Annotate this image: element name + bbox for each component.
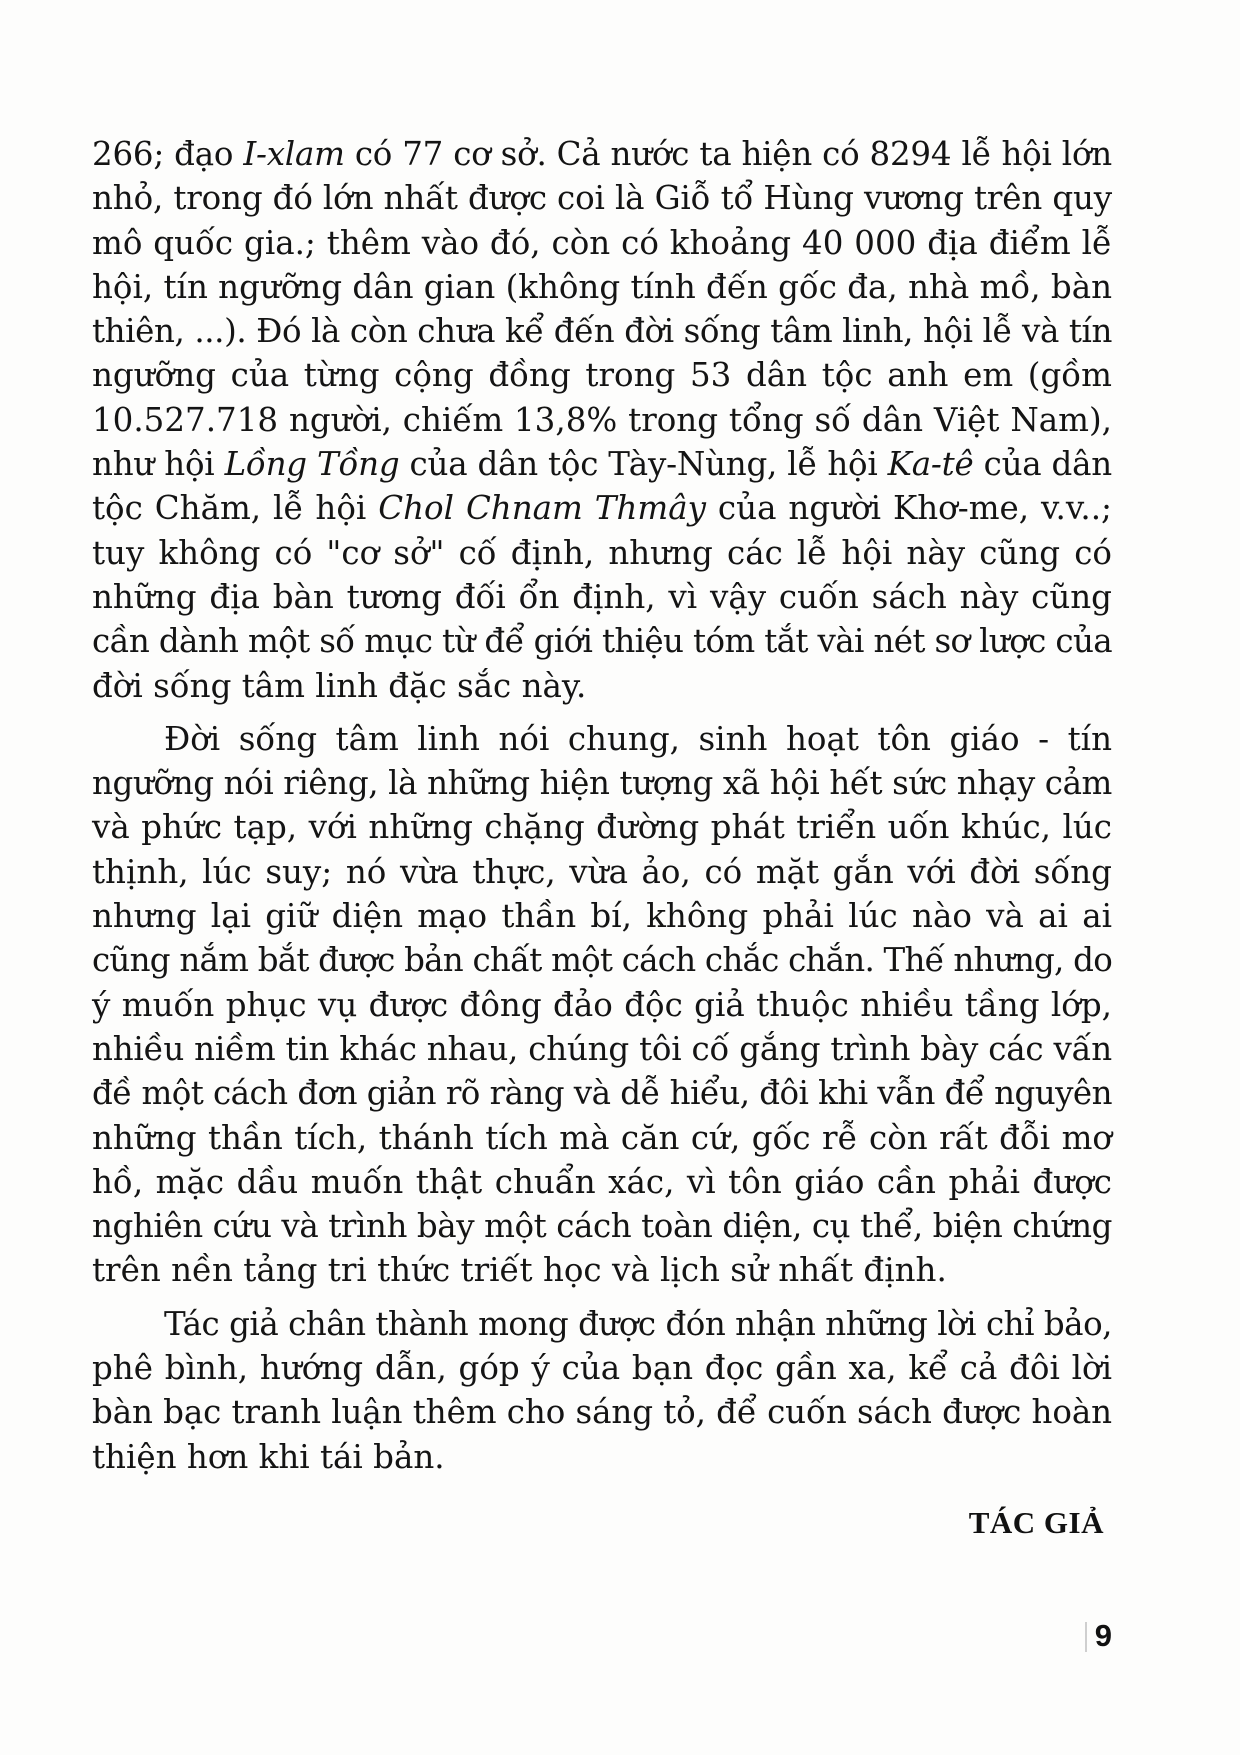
text-line: và phức tạp, với những chặng đường phát triển uốn khúc, lúc — [92, 808, 1112, 847]
text-line: như hội Lồng Tồng của dân tộc Tày-Nùng, lễ hội Ka-tê của dân — [92, 445, 1113, 484]
text-line: 266; đạo I-xlam có 77 cơ sở. Cả nước ta hiện có 8294 lễ hội lớn — [92, 135, 1112, 173]
text-line: những địa bàn tương đối ổn định, vì vậy cuốn sách này cũng — [92, 577, 1112, 616]
text-line: nghiên cứu và trình bày một cách toàn diện, cụ thể, biện chứng — [92, 1207, 1112, 1246]
text-line: Đời sống tâm linh nói chung, sinh hoạt tôn giáo - tín — [164, 719, 1112, 758]
text-line: ngưỡng của từng cộng đồng trong 53 dân tộc anh em (gồm — [92, 356, 1112, 395]
paragraph-2 — [92, 717, 1112, 1293]
text-line: hội, tín ngưỡng dân gian (không tính đến gốc đa, nhà mồ, bàn — [92, 267, 1112, 306]
text-line: trên nền tảng tri thức triết học và lịch sử nhất định. — [92, 1251, 947, 1290]
text-line: mô quốc gia.; thêm vào đó, còn có khoảng 40 000 địa điểm lễ — [92, 223, 1112, 262]
text-line: hồ, mặc dầu muốn thật chuẩn xác, vì tôn giáo cần phải được — [92, 1162, 1112, 1201]
body-text — [92, 132, 1112, 1479]
text-line: tộc Chăm, lễ hội Chol Chnam Thmây của người Khơ-me, v.v..; — [92, 489, 1112, 528]
text-line: thịnh, lúc suy; nó vừa thực, vừa ảo, có mặt gắn với đời sống — [92, 852, 1112, 891]
text-line: đề một cách đơn giản rõ ràng và dễ hiểu, đôi khi vẫn để nguyên — [92, 1074, 1112, 1113]
text-line: nhỏ, trong đó lớn nhất được coi là Giỗ tổ Hùng vương trên quy — [92, 179, 1112, 218]
italic-term: Chol Chnam Thmây — [378, 489, 706, 528]
paragraph-gap — [92, 708, 1112, 717]
text-line: bàn bạc tranh luận thêm cho sáng tỏ, để cuốn sách được hoàn — [92, 1393, 1112, 1432]
text-line: 10.527.718 người, chiếm 13,8% trong tổng số dân Việt Nam), — [92, 400, 1112, 439]
text-line: phê bình, hướng dẫn, góp ý của bạn đọc gần xa, kể cả đôi lời — [92, 1349, 1112, 1388]
text-line: nhiều niềm tin khác nhau, chúng tôi cố gắng trình bày các vấn — [92, 1029, 1112, 1068]
author-signature: TÁC GIẢ — [968, 1505, 1104, 1540]
text-line: ngưỡng nói riêng, là những hiện tượng xã hội hết sức nhạy cảm — [92, 764, 1112, 803]
paragraph-3 — [92, 1302, 1112, 1479]
text-line: Tác giả chân thành mong được đón nhận những lời chỉ bảo, — [164, 1304, 1112, 1343]
text-line: cần dành một số mục từ để giới thiệu tóm tắt vài nét sơ lược của — [92, 622, 1112, 661]
text-line: tuy không có "cơ sở" cố định, nhưng các lễ hội này cũng có — [92, 533, 1112, 572]
paragraph-gap — [92, 1293, 1112, 1302]
text-line: cũng nắm bắt được bản chất một cách chắc chắn. Thế nhưng, do — [92, 941, 1112, 980]
text-line: thiên, ...). Đó là còn chưa kể đến đời sống tâm linh, hội lễ và tín — [92, 312, 1112, 351]
text-line: nhưng lại giữ diện mạo thần bí, không phải lúc nào và ai ai — [92, 897, 1112, 936]
italic-term: Ka-tê — [887, 445, 974, 484]
page-number: 9 — [1094, 1618, 1112, 1653]
paragraph-1 — [92, 132, 1112, 708]
italic-term: I-xlam — [243, 135, 345, 173]
text-line: thiện hơn khi tái bản. — [92, 1437, 445, 1476]
italic-term: Lồng Tồng — [224, 445, 400, 484]
text-line: đời sống tâm linh đặc sắc này. — [92, 666, 587, 705]
text-line: những thần tích, thánh tích mà căn cứ, gốc rễ còn rất đỗi mơ — [92, 1118, 1112, 1157]
text-line: ý muốn phục vụ được đông đảo độc giả thuộc nhiều tầng lớp, — [92, 985, 1112, 1024]
